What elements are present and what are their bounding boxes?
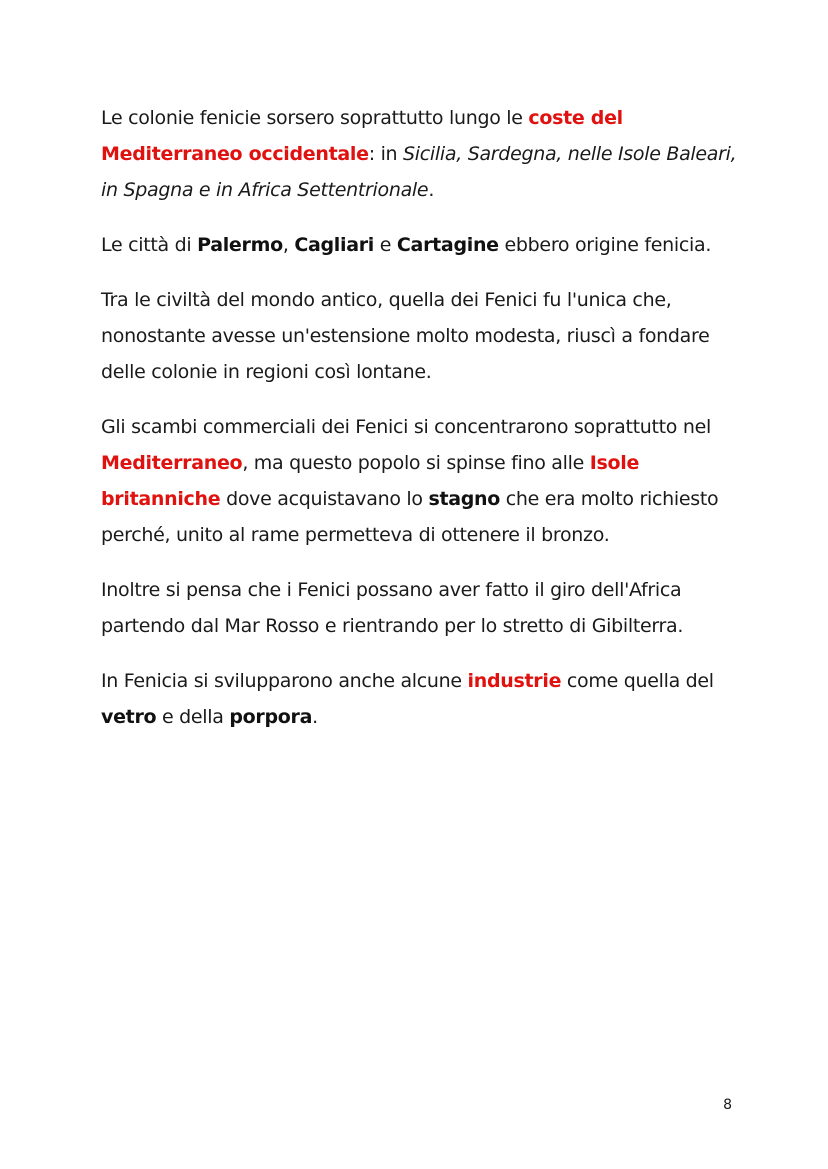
paragraph — [101, 409, 741, 553]
text-run: . — [428, 179, 435, 201]
text-run: Tra le civiltà del mondo antico, quella dei Fenici fu l'unica che, nonostante avesse un'estensione molto modesta, riuscì a fondare delle colonie in regioni così lontane. — [101, 289, 710, 383]
highlighted-term: coste del Mediterraneo occidentale — [101, 107, 623, 165]
bold-term: porpora — [229, 706, 313, 728]
text-run: , ma questo popolo si spinse fino alle — [242, 452, 590, 474]
bold-term: vetro — [101, 706, 157, 728]
paragraph — [101, 100, 741, 208]
bold-term: Cagliari — [294, 234, 375, 256]
text-run: come quella del — [561, 670, 714, 692]
text-run: : in — [368, 143, 404, 165]
bold-term: Palermo — [197, 234, 283, 256]
paragraph — [101, 572, 741, 644]
highlighted-term: Isole britanniche — [101, 452, 640, 510]
text-run: Inoltre si pensa che i Fenici possano aver fatto il giro dell'Africa partendo dal Mar Rosso e rientrando per lo stretto di Gibilterra. — [101, 579, 684, 637]
page-number: 8 — [723, 1097, 732, 1113]
text-run: dove acquistavano lo — [220, 488, 429, 510]
bold-term: Cartagine — [396, 234, 499, 256]
text-run: Le colonie fenicie sorsero soprattutto lungo le — [101, 107, 529, 129]
text-run: , — [282, 234, 295, 256]
text-run: Gli scambi commerciali dei Fenici si concentrarono soprattutto nel — [101, 416, 711, 438]
highlighted-term: industrie — [467, 670, 562, 692]
text-run: In Fenicia si svilupparono anche alcune — [101, 670, 468, 692]
paragraph — [101, 227, 741, 263]
paragraph — [101, 663, 741, 735]
text-run: ebbero origine fenicia. — [498, 234, 712, 256]
paragraph — [101, 282, 741, 390]
text-run: . — [312, 706, 318, 728]
italic-text: Sicilia, Sardegna, nelle Isole Baleari, in Spagna e in Africa Settentrionale — [101, 143, 737, 201]
bold-term: stagno — [428, 488, 501, 510]
text-run: Le città di — [101, 234, 198, 256]
highlighted-term: Mediterraneo — [101, 452, 243, 474]
text-run: che era molto richiesto perché, unito al rame permetteva di ottenere il bronzo. — [101, 488, 719, 546]
text-run: e — [374, 234, 397, 256]
page-body — [101, 100, 741, 754]
text-run: e della — [156, 706, 230, 728]
